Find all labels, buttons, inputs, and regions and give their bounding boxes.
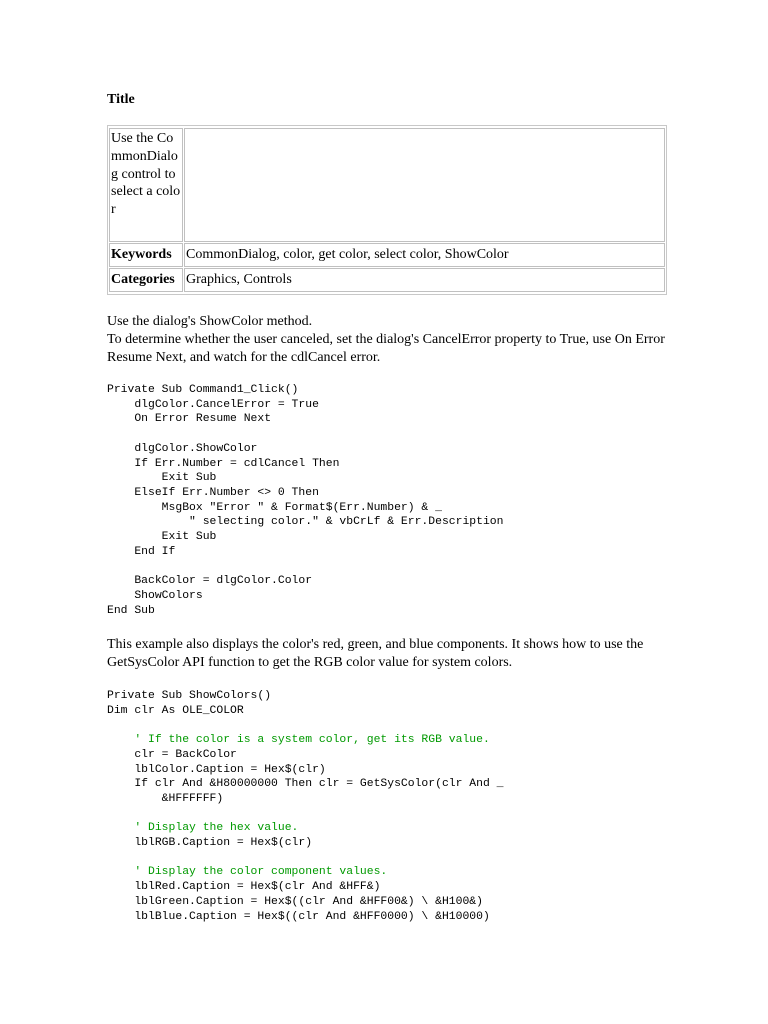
- code-line: If Err.Number = cdlCancel Then: [107, 457, 340, 470]
- code-line: BackColor = dlgColor.Color: [107, 575, 313, 588]
- code-line: dlgColor.ShowColor: [107, 442, 258, 455]
- code-line: &HFFFFFF): [107, 792, 224, 805]
- keywords-label-cell: Keywords: [109, 243, 183, 267]
- code-line: ShowColors: [107, 589, 203, 602]
- code-line: lblBlue.Caption = Hex$((clr And &HFF0000) \ &H10000): [107, 910, 490, 923]
- categories-value-cell: Graphics, Controls: [184, 268, 665, 292]
- intro-line: To determine whether the user canceled, set the dialog's CancelError property to True, use On Error Resume Next, and watch for the cdlCancel error.: [107, 332, 665, 365]
- code-line: Exit Sub: [107, 531, 217, 544]
- code-line: " selecting color." & vbCrLf & Err.Description: [107, 516, 504, 529]
- code-line: Dim clr As OLE_COLOR: [107, 704, 244, 717]
- code-line: lblRGB.Caption = Hex$(clr): [107, 837, 313, 850]
- code-comment-line: ' Display the color component values.: [107, 866, 388, 879]
- info-row-keywords: [109, 243, 665, 267]
- second-paragraph: This example also displays the color's red, green, and blue components. It shows how to use the GetSysColor API function to get the RGB color value for system colors.: [107, 637, 644, 670]
- info-table: [107, 125, 667, 295]
- code-line: End Sub: [107, 604, 155, 617]
- categories-label-cell: Categories: [109, 268, 183, 292]
- description-value-cell: [184, 128, 665, 242]
- code-line: lblColor.Caption = Hex$(clr): [107, 763, 326, 776]
- intro-paragraph: [107, 313, 667, 367]
- code-line: clr = BackColor: [107, 748, 237, 761]
- code-line: End If: [107, 545, 176, 558]
- code-line: lblGreen.Caption = Hex$((clr And &HFF00&) \ &H100&): [107, 895, 483, 908]
- intro-line: Use the dialog's ShowColor method.: [107, 314, 313, 329]
- code-line: lblRed.Caption = Hex$(clr And &HFF&): [107, 881, 381, 894]
- code-line: Private Sub Command1_Click(): [107, 384, 299, 396]
- code-line: If clr And &H80000000 Then clr = GetSysColor(clr And _: [107, 778, 504, 791]
- code-line: Exit Sub: [107, 472, 217, 485]
- code-comment-line: ' If the color is a system color, get its RGB value.: [107, 734, 490, 747]
- keywords-value-cell: CommonDialog, color, get color, select color, ShowColor: [184, 243, 665, 267]
- code-line: On Error Resume Next: [107, 413, 272, 426]
- code-comment-line: ' Display the hex value.: [107, 822, 299, 835]
- code-line: MsgBox "Error " & Format$(Err.Number) & _: [107, 501, 442, 514]
- code-block-show-colors: [107, 689, 503, 924]
- code-block-command1-click: [107, 383, 503, 618]
- info-row-description: [109, 128, 665, 242]
- description-label-cell: Use the CommonDialog control to select a color: [109, 128, 183, 242]
- code-line: Private Sub ShowColors(): [107, 690, 272, 702]
- info-row-categories: [109, 268, 665, 292]
- document-title: Title: [107, 92, 135, 107]
- code-line: ElseIf Err.Number <> 0 Then: [107, 486, 319, 499]
- code-line: dlgColor.CancelError = True: [107, 398, 319, 411]
